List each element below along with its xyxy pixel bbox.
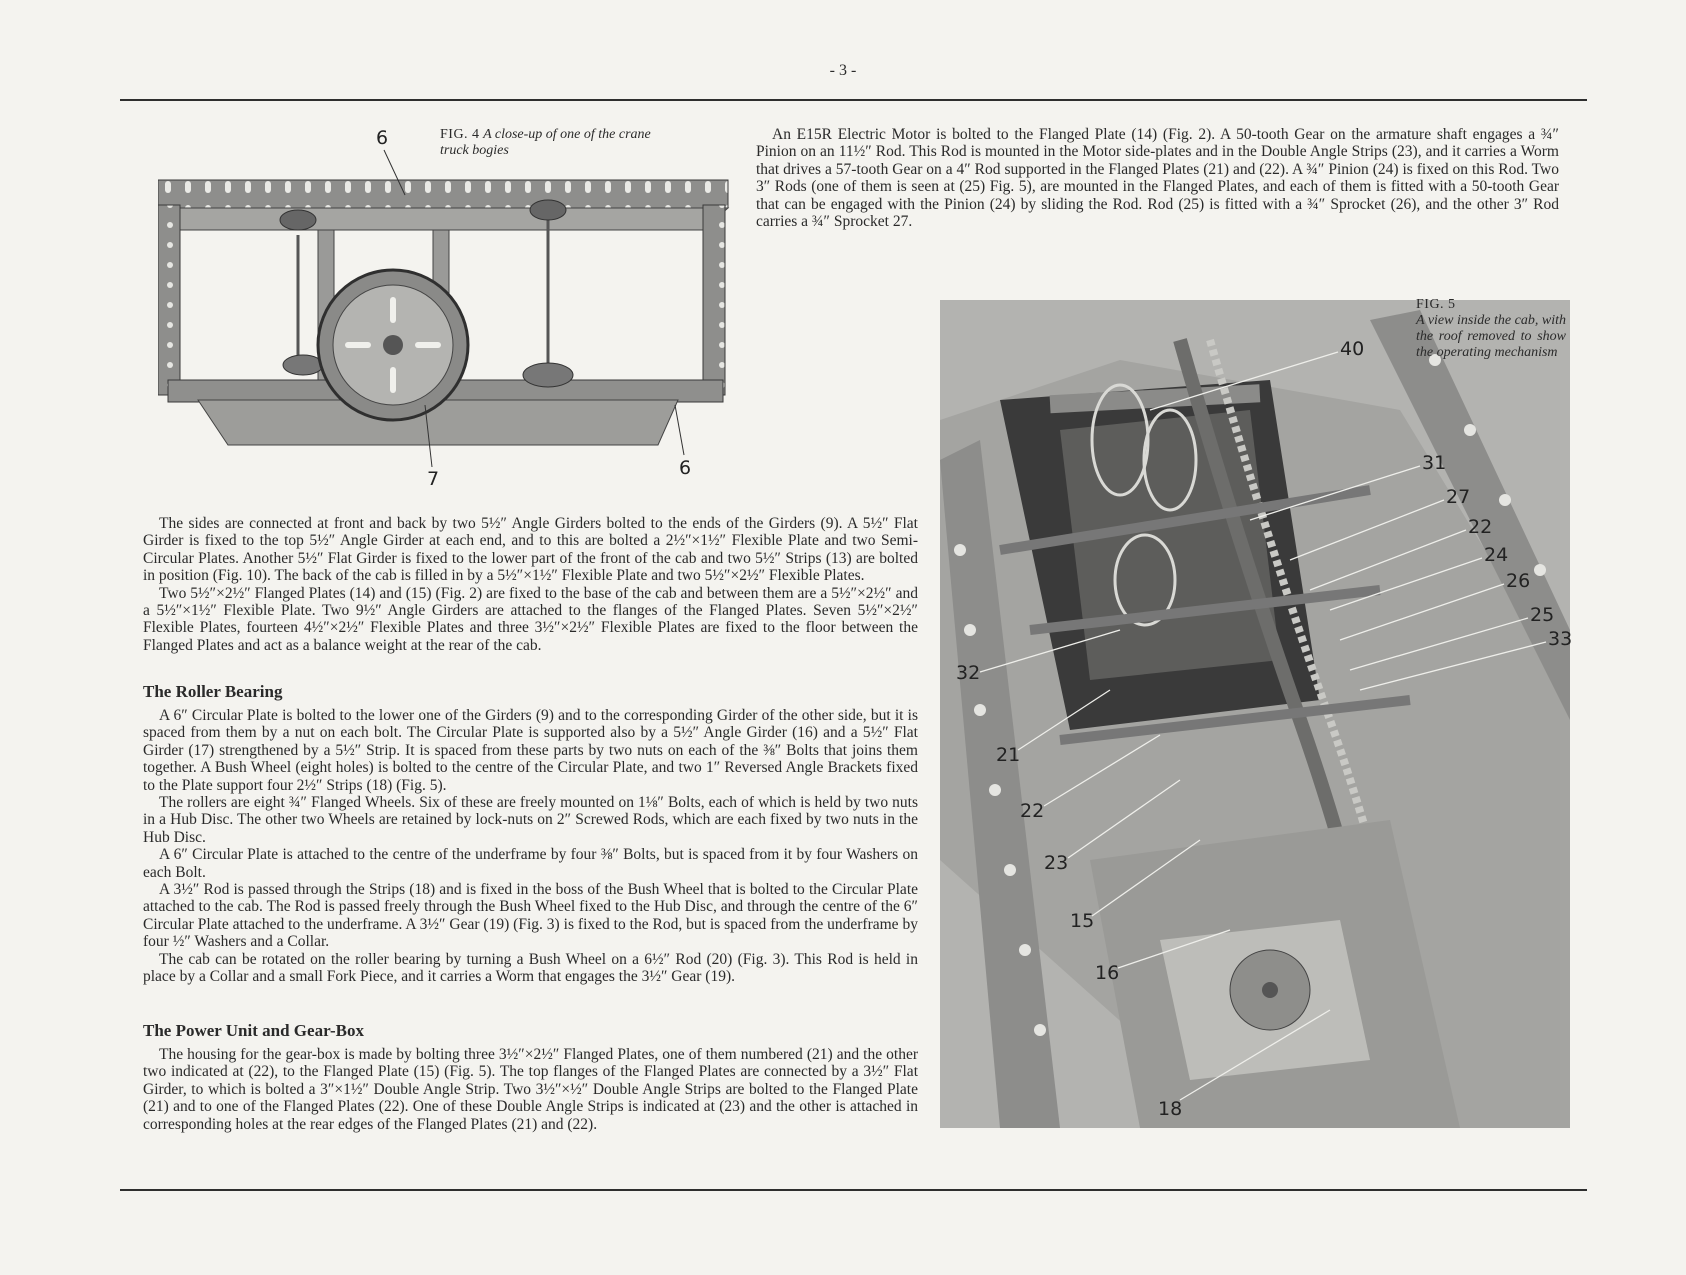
fig5-callout-40: 40 [1340,338,1365,360]
fig5-callout-33: 33 [1548,628,1573,650]
fig5-callout-24: 24 [1484,544,1509,566]
cab-paragraph-2: Two 5½″×2½″ Flanged Plates (14) and (15) (Fig. 2) are fixed to the base of the cab and between them are a 5½″×2½″ and a 5½″×1½″ Flexible Plate. Two 9½″ Angle Girders are attached to the flanges of the Flanged Plates. Seven 5½″×2½″ Flexible Plates, fourteen 4½″×2½″ Flexible Plates and three 3½″×2½″ Flexible Plates are fixed to the floor between the Flanged Plates and act as a balance weight at the rear of the cab. [143,584,918,654]
fig5-label: FIG. 5 [1416,297,1456,312]
fig5-callout-22a: 22 [1468,516,1493,538]
fig5-callout-15: 15 [1070,910,1095,932]
fig5-callout-32: 32 [956,662,981,684]
roller-paragraph-1: A 6″ Circular Plate is bolted to the lower one of the Girders (9) and to the corresponding Girder of the other side, but it is spaced from them by a nut on each bolt. The Circular Plate is supported also by a 5½″ Angle Girder (16) and a 5½″ Flat Girder (17) strengthened by a 5½″ Strip. It is spaced from these parts by two nuts on each of the ⅜″ Bolts that joins them together. A Bush Wheel (eight holes) is bolted to the centre of the Circular Plate, and two 1″ Reversed Angle Brackets fixed to the Plate support four 2½″ Strips (18) (Fig. 5). [143,707,918,794]
intro-paragraph: An E15R Electric Motor is bolted to the Flanged Plate (14) (Fig. 2). A 50-tooth Gear on the armature shaft engages a ¾″ Pinion on an 11½″ Rod. This Rod is mounted in the Motor side-plates and in the Double Angle Strips (23), and it carries a Worm that drives a 57-tooth Gear on a 4″ Rod supported in the Flanged Plates (21) and (22). A ¾″ Pinion (24) is fixed on this Rod. Two 3″ Rods (one of them is seen at (25) Fig. 5), are mounted in the Flanged Plates, and each of them is fitted with a 50-tooth Gear that can be engaged with the Pinion (24) by sliding the Rod. Rod (25) is fitted with a ¾″ Sprocket (26), and the other 3″ Rod carries a ¾″ Sprocket 27. [756,126,1559,231]
fig5-callout-21: 21 [996,744,1021,766]
fig4-label: FIG. 4 [440,127,480,142]
roller-paragraph-4: A 3½″ Rod is passed through the Strips (18) and is fixed in the boss of the Bush Wheel that is bolted to the Circular Plate attached to the cab. The Rod is passed freely through the Bush Wheel fixed to the Hub Disc, and through the centre of the 6″ Circular Plate attached to the underframe. A 3½″ Gear (19) (Fig. 3) is fixed to the Rod, but is spaced from the underframe by four ½″ Washers and a Collar. [143,881,918,951]
fig5-callout-25: 25 [1530,604,1555,626]
fig4-callout-6-top: 6 [376,127,389,149]
fig5-callout-18: 18 [1158,1098,1183,1120]
roller-section [143,707,918,986]
fig4-caption-text: A close-up of one of the crane truck bogies [440,127,651,158]
fig5-callout-27: 27 [1446,486,1471,508]
page-number: - 3 - [829,62,857,79]
cab-paragraph-1: The sides are connected at front and back by two 5½″ Angle Girders bolted to the ends of the Girders (9). A 5½″ Flat Girder is fixed to the top 5½″ Angle Girder at each end, and to this are bolted a 2½″×1½″ Flexible Plate and two Semi-Circular Plates. Another 5½″ Flat Girder is fixed to the lower part of the front of the cab and two 5½″ Strips (13) are bolted in position (Fig. 10). The back of the cab is filled in by a 5½″×1½″ Flexible Plate and two 5½″×2½″ Flexible Plates. [143,515,918,585]
fig5-callout-16: 16 [1095,962,1120,984]
roller-paragraph-5: The cab can be rotated on the roller bearing by turning a Bush Wheel on a 6½″ Rod (20) (Fig. 3). This Rod is held in place by a Collar and a small Fork Piece, and it carries a Worm that engages the 3½″ Gear (19). [143,950,918,986]
roller-paragraph-2: The rollers are eight ¾″ Flanged Wheels. Six of these are freely mounted on 1⅛″ Bolts, each of which is held by two nuts in a Hub Disc. The other two Wheels are retained by lock-nuts on 2″ Screwed Rods, which are each fixed by two nuts in the Hub Disc. [143,794,918,846]
fig5-callout-23: 23 [1044,852,1069,874]
fig4-callout-7: 7 [427,468,440,490]
power-section [143,1046,918,1133]
fig5-caption-text: A view inside the cab, with the roof removed to show the operating mechanism [1416,313,1566,360]
roller-bearing-heading: The Roller Bearing [143,682,283,701]
cab-section [143,515,918,654]
power-unit-heading: The Power Unit and Gear-Box [143,1021,364,1040]
fig5-callout-26: 26 [1506,570,1531,592]
fig4-callout-6-bottom: 6 [679,457,692,479]
roller-paragraph-3: A 6″ Circular Plate is attached to the centre of the underframe by four ⅜″ Bolts, but is spaced from it by four Washers on each Bolt. [143,846,918,881]
fig5-callout-31: 31 [1422,452,1447,474]
power-paragraph-1: The housing for the gear-box is made by bolting three 3½″×2½″ Flanged Plates, one of them numbered (21) and the other two indicated at (22), to the Flanged Plate (15) (Fig. 5). The top flanges of the Flanged Plates are connected by a 3½″ Flat Girder, to which is bolted a 3″×1½″ Double Angle Strip. Two 3½″×½″ Double Angle Strips are bolted to the Flanged Plate (21) and to one of the Flanged Plates (22). One of these Double Angle Strips is indicated at (23) and the other is attached in corresponding holes at the rear edges of the Flanged Plates (21) and (22). [143,1046,918,1133]
fig5-callout-22b: 22 [1020,800,1045,822]
